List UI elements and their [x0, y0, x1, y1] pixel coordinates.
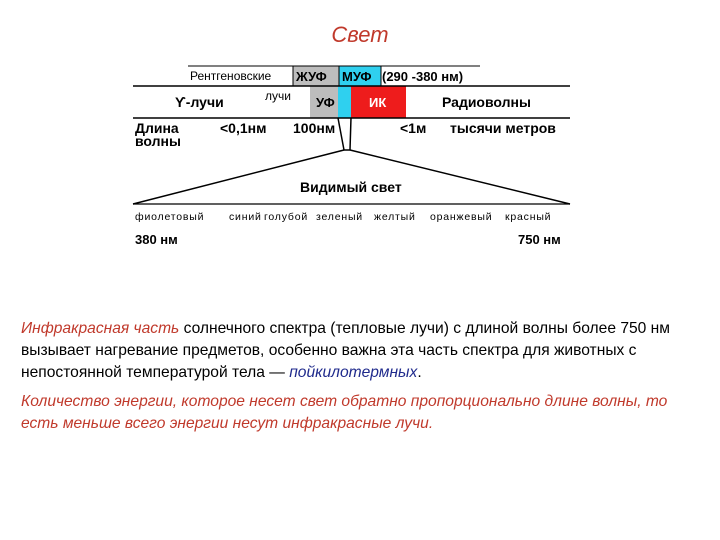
radio-label: Радиоволны	[442, 94, 531, 110]
poikilotherm-term: пойкилотермных	[289, 364, 418, 381]
gamma-label: ϒ-лучи	[175, 94, 224, 110]
ir-label: ИК	[369, 95, 387, 110]
wavelength-label-2: волны	[135, 133, 181, 149]
infrared-lead: Инфракрасная часть	[21, 320, 180, 337]
wavelength-value-1: <0,1нм	[220, 120, 267, 136]
color-orange: оранжевый	[430, 211, 493, 223]
color-lightblue: голубой	[264, 211, 309, 223]
page-title: Свет	[331, 22, 389, 47]
xray-sub-label: лучи	[265, 89, 291, 103]
muv-range: (290 -380 нм)	[382, 69, 464, 84]
wavelength-value-2: 100нм	[293, 120, 336, 136]
visible-light-title: Видимый свет	[300, 179, 402, 195]
euv-label: ЖУФ	[296, 69, 327, 84]
color-yellow: желтый	[374, 211, 416, 223]
infrared-text: солнечного спектра (тепловые лучи) с длиной волны более 750 нм вызывает нагревание предметов, особенно важна эта часть спектра для животных с непостоянной температурой тела —	[21, 320, 671, 381]
wavelength-value-4: тысячи метров	[450, 120, 556, 136]
infrared-end: .	[417, 364, 422, 381]
color-blue: синий	[229, 211, 262, 223]
uv-label: УФ	[316, 95, 335, 110]
muv-label: МУФ	[342, 69, 372, 84]
uv-cyan-box	[338, 86, 351, 118]
visible-end-label: 750 нм	[518, 232, 561, 247]
energy-paragraph: Количество энергии, которое несет свет обратно пропорционально длине волны, то есть меньше всего энергии несут инфракрасные лучи.	[21, 393, 668, 432]
color-red: красный	[505, 211, 552, 223]
infrared-paragraph	[21, 318, 701, 384]
wavelength-label-1: Длина	[135, 120, 179, 136]
color-violet: фиолетовый	[135, 211, 205, 223]
xray-label: Рентгеновские	[190, 69, 272, 83]
visible-start-label: 380 нм	[135, 232, 178, 247]
color-green: зеленый	[316, 211, 363, 223]
wavelength-value-3: <1м	[400, 120, 427, 136]
